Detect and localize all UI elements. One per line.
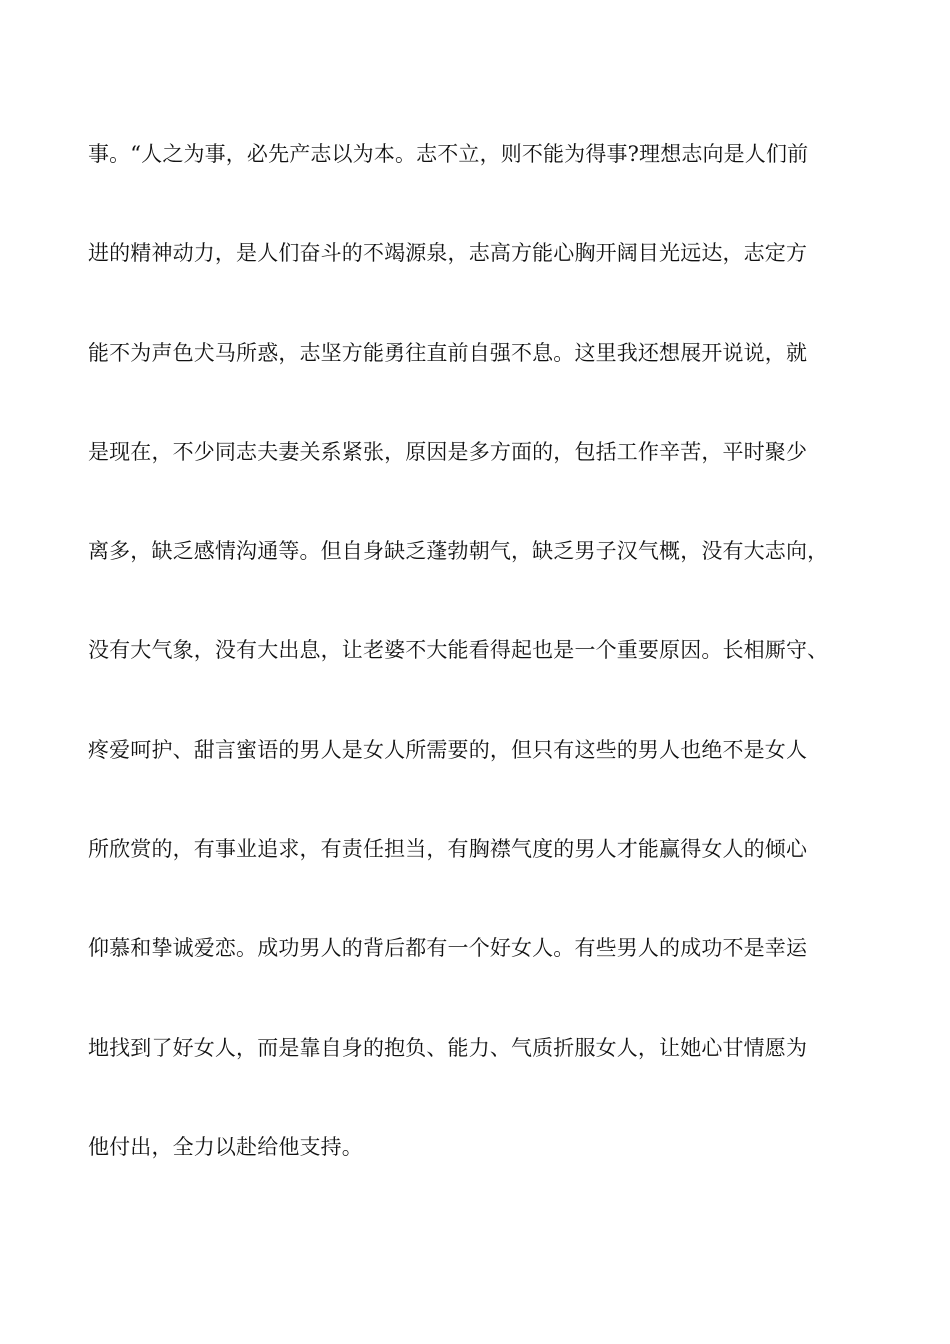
text-line: 他付出，全力以赴给他支持。: [88, 1134, 363, 1159]
text-line: 能不为声色犬马所惑，志坚方能勇往直前自强不息。这里我还想展开说说，就: [88, 340, 808, 365]
body-paragraph: [88, 135, 868, 1227]
text-line: 疼爱呵护、甜言蜜语的男人是女人所需要的，但只有这些的男人也绝不是女人: [88, 737, 808, 762]
text-line: 所欣赏的，有事业追求，有责任担当，有胸襟气度的男人才能赢得女人的倾心: [88, 837, 808, 862]
text-line: 仰慕和挚诚爱恋。成功男人的背后都有一个好女人。有些男人的成功不是幸运: [88, 936, 808, 961]
text-line: 地找到了好女人，而是靠自身的抱负、能力、气质折服女人，让她心甘情愿为: [88, 1035, 808, 1060]
text-line: 进的精神动力，是人们奋斗的不竭源泉，志高方能心胸开阔目光远达，志定方: [88, 241, 808, 266]
text-line: 事。“人之为事，必先产志以为本。志不立，则不能为得事?理想志向是人们前: [88, 142, 809, 166]
text-line: 离多，缺乏感情沟通等。但自身缺乏蓬勃朝气，缺乏男子汉气概，没有大志向，: [88, 539, 829, 564]
text-line: 没有大气象，没有大出息，让老婆不大能看得起也是一个重要原因。长相厮守、: [88, 638, 829, 663]
text-line: 是现在，不少同志夫妻关系紧张，原因是多方面的，包括工作辛苦，平时聚少: [88, 439, 808, 464]
